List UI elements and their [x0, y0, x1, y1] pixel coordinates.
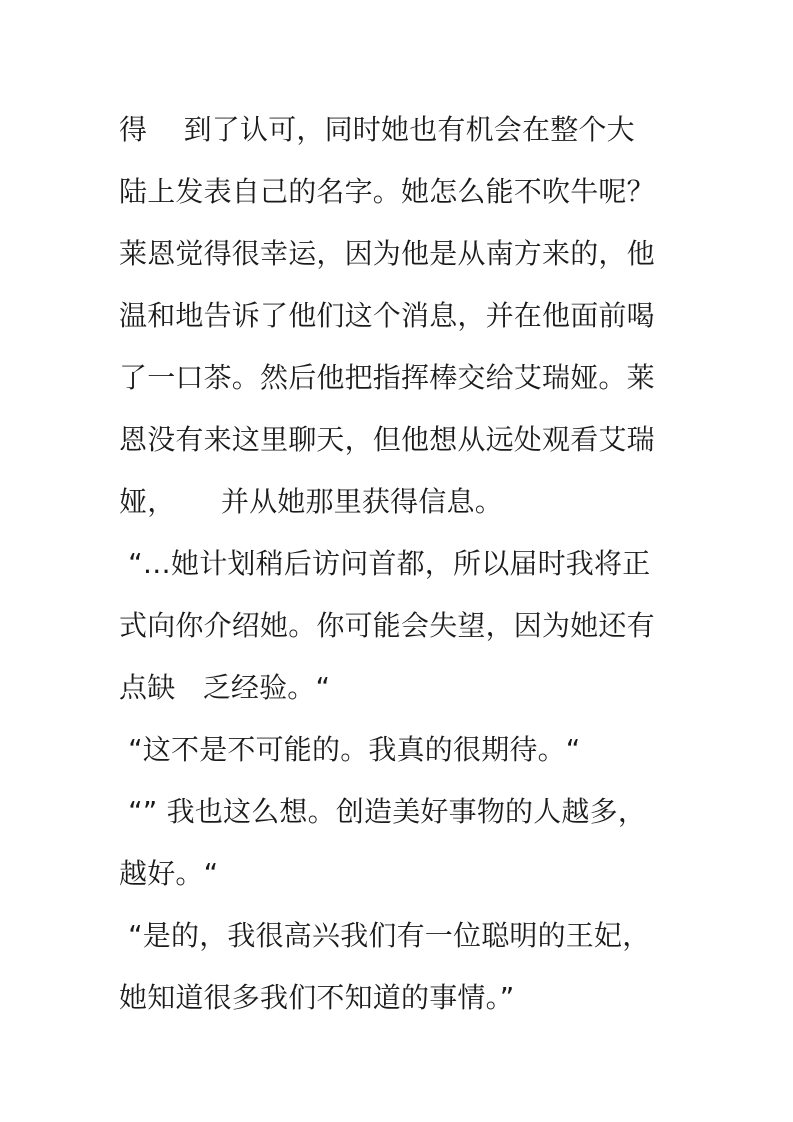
text-line: 了一口茶。然后他把指挥棒交给艾瑞娅。莱	[119, 361, 655, 394]
text-line: “” 我也这么想。创造美好事物的人越多，	[119, 795, 647, 828]
text-line: 越好。“	[119, 857, 219, 890]
document-body	[119, 104, 679, 1034]
text-line: 她知道很多我们不知道的事情。”	[119, 981, 515, 1014]
text-line: 式向你介绍她。你可能会失望，因为她还有	[119, 609, 655, 642]
text-line: “…她计划稍后访问首都，所以届时我将正	[119, 547, 651, 580]
text-line: “是的，我很高兴我们有一位聪明的王妃，	[119, 919, 651, 952]
text-line: 点缺 乏经验。“	[119, 671, 331, 704]
text-line: 温和地告诉了他们这个消息，并在他面前喝	[119, 299, 655, 332]
text-line: “这不是不可能的。我真的很期待。“	[119, 733, 581, 766]
text-line: 恩没有来这里聊天，但他想从远处观看艾瑞	[119, 423, 655, 456]
text-line: 陆上发表自己的名字。她怎么能不吹牛呢？	[119, 175, 655, 208]
text-line: 娅， 并从她那里获得信息。	[119, 485, 503, 518]
text-line: 得 到了认可，同时她也有机会在整个大	[119, 113, 635, 146]
text-line: 莱恩觉得很幸运，因为他是从南方来的，他	[119, 237, 655, 270]
